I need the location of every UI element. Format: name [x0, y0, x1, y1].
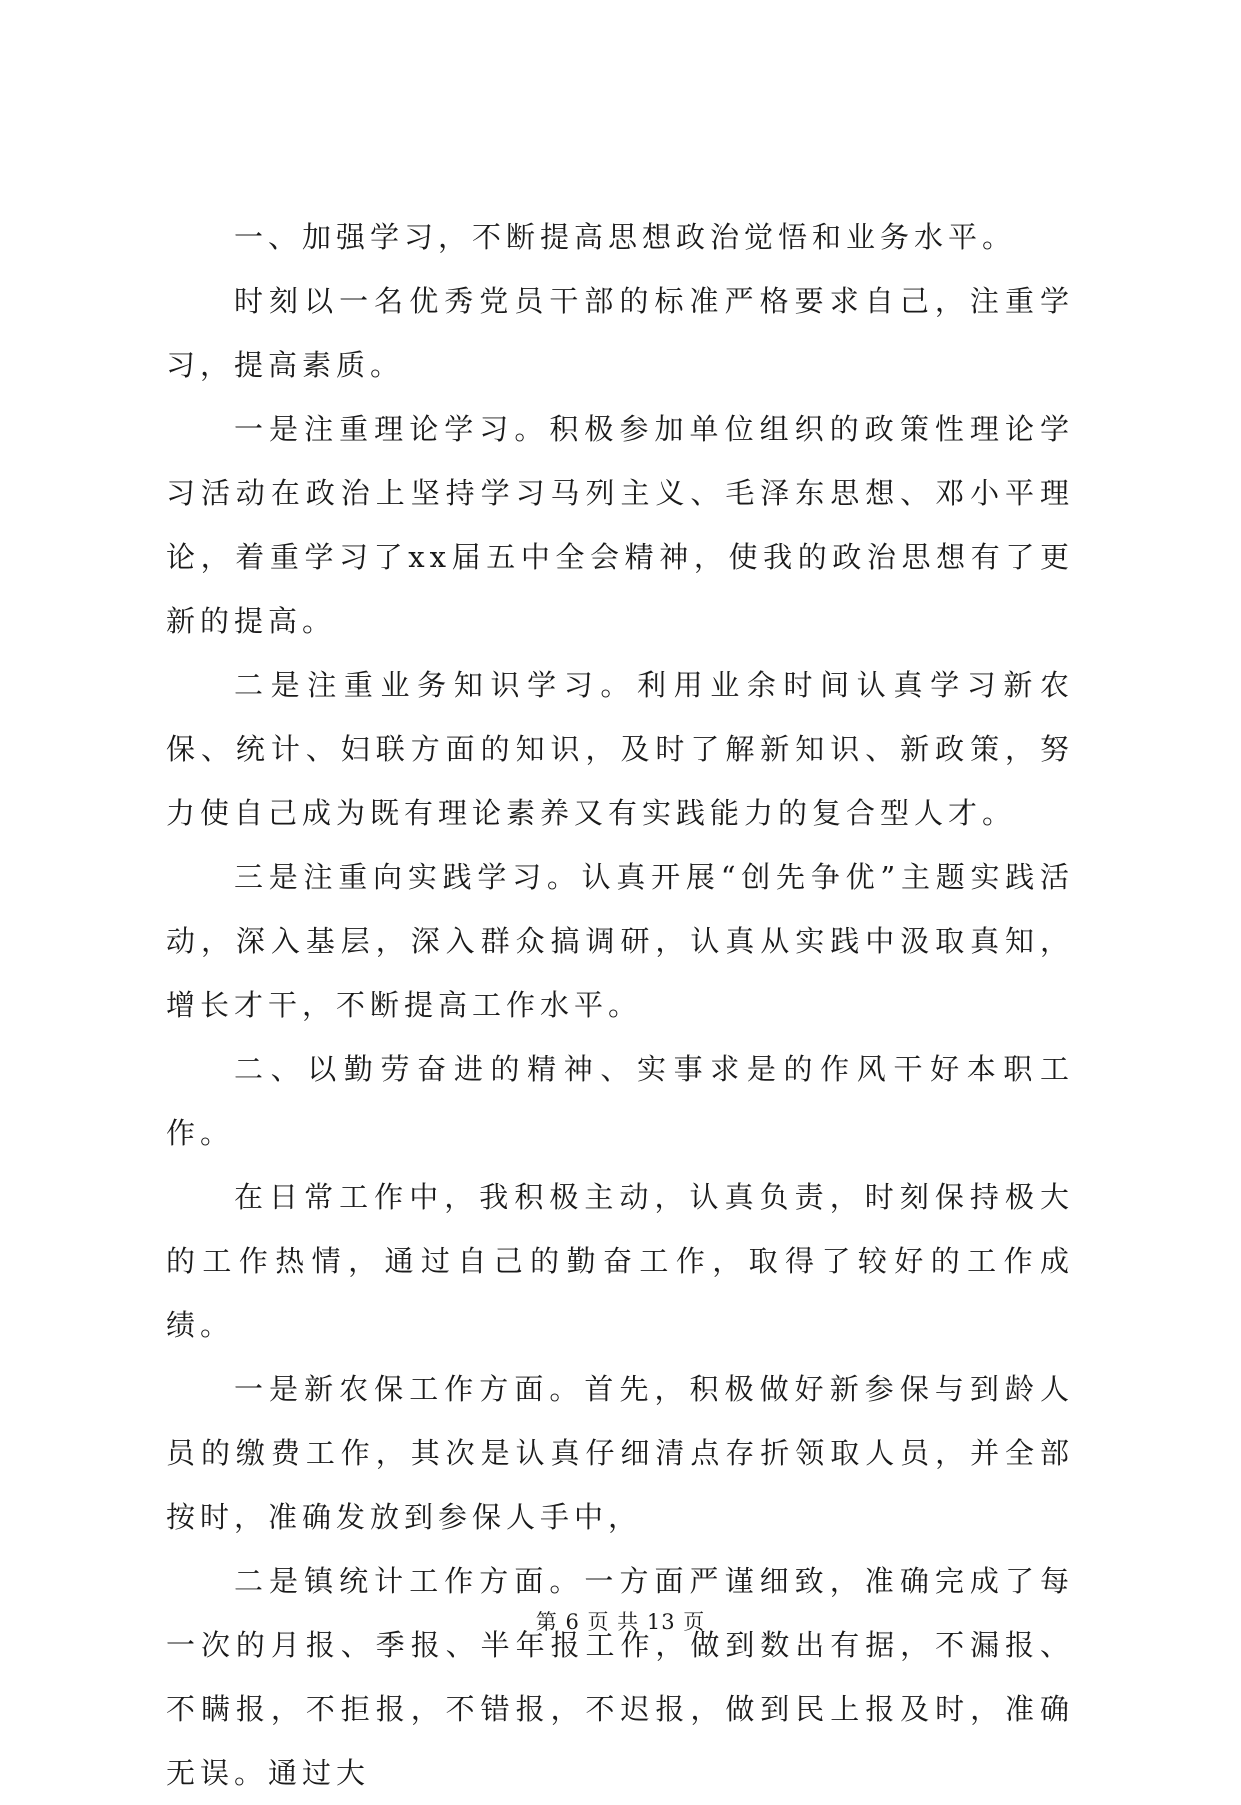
section-heading-study: 一、加强学习，不断提高思想政治觉悟和业务水平。: [234, 220, 1017, 254]
paragraph: 二是镇统计工作方面。一方面严谨细致，准确完成了每一次的月报、季报、半年报工作，做到数出有据，不漏报、不瞒报，不拒报，不错报，不迟报，做到民上报及时，准确无误。通过大: [166, 1564, 1074, 1790]
paragraph: 在日常工作中，我积极主动，认真负责，时刻保持极大的工作热情，通过自己的勤奋工作，取得了较好的工作成绩。: [166, 1180, 1074, 1342]
page-number-footer: [0, 1608, 1241, 1636]
document-body: [166, 205, 1074, 1805]
paragraph: 一是新农保工作方面。首先，积极做好新参保与到龄人员的缴费工作，其次是认真仔细清点存折领取人员，并全部按时，准确发放到参保人手中，: [166, 1372, 1074, 1534]
page-number-text: 第 6 页 共 13 页: [535, 1610, 706, 1634]
paragraph: 二是注重业务知识学习。利用业余时间认真学习新农保、统计、妇联方面的知识，及时了解新知识、新政策，努力使自己成为既有理论素养又有实践能力的复合型人才。: [166, 668, 1074, 830]
paragraph: 一是注重理论学习。积极参加单位组织的政策性理论学习活动在政治上坚持学习马列主义、毛泽东思想、邓小平理论，着重学习了xx届五中全会精神，使我的政治思想有了更新的提高。: [166, 412, 1074, 638]
paragraph: 时刻以一名优秀党员干部的标准严格要求自己，注重学习，提高素质。: [166, 284, 1074, 382]
paragraph: 三是注重向实践学习。认真开展“创先争优”主题实践活动，深入基层，深入群众搞调研，认真从实践中汲取真知，增长才干，不断提高工作水平。: [166, 860, 1074, 1022]
section-heading-work: 二、以勤劳奋进的精神、实事求是的作风干好本职工作。: [166, 1052, 1074, 1150]
